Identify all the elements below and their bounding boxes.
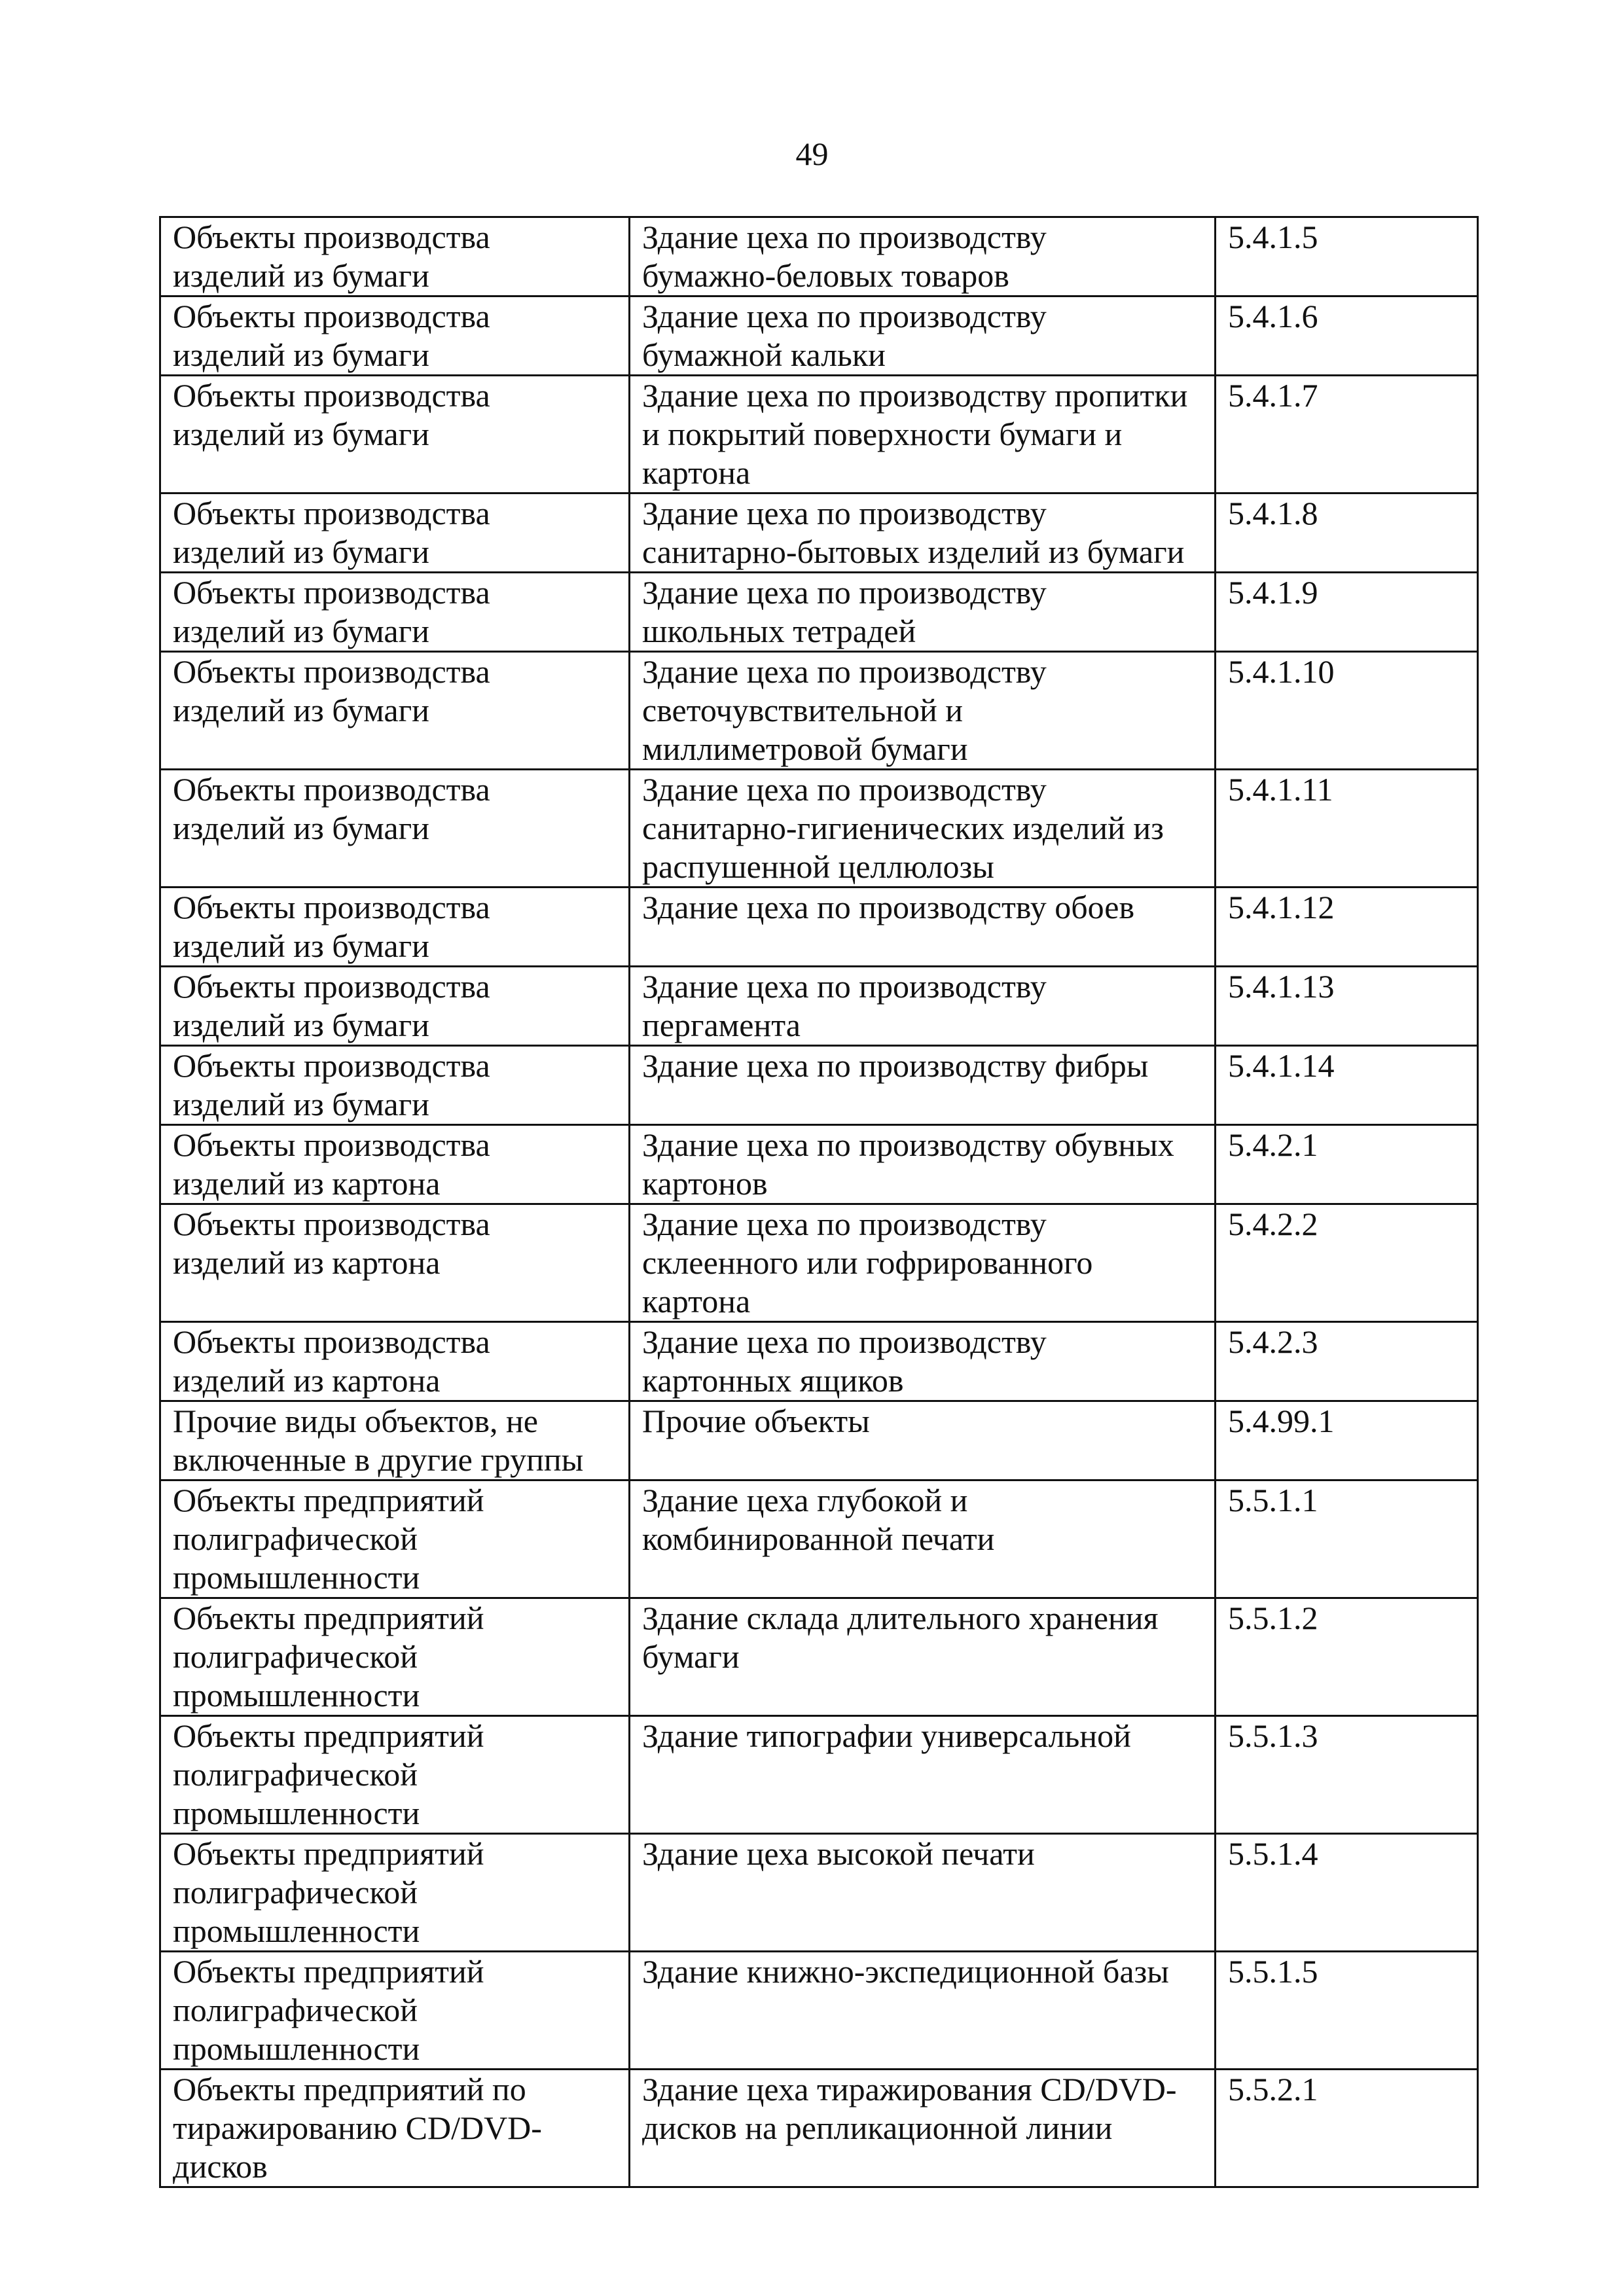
- table-row: [160, 1125, 1478, 1204]
- object-type-line: полиграфической: [173, 1992, 418, 2028]
- table-row: [160, 1204, 1478, 1322]
- object-type-line: Объекты производства: [173, 1206, 490, 1242]
- object-type-cell: [160, 967, 630, 1046]
- object-type-line: изделий из картона: [173, 1244, 441, 1281]
- building-name-line: картона: [642, 454, 751, 491]
- object-type-cell: [160, 296, 630, 376]
- object-type-line: изделий из картона: [173, 1165, 441, 1202]
- code-cell: [1216, 1322, 1478, 1401]
- table-row: [160, 652, 1478, 770]
- object-type-line: промышленности: [173, 1795, 420, 1831]
- table-row: [160, 770, 1478, 888]
- building-name-line: распушенной целлюлозы: [642, 848, 994, 885]
- object-type-cell: [160, 770, 630, 888]
- object-type-cell: [160, 1598, 630, 1716]
- table-row: [160, 296, 1478, 376]
- building-name-cell: [630, 2070, 1216, 2187]
- code-cell: [1216, 1401, 1478, 1480]
- object-type-line: изделий из бумаги: [173, 692, 429, 728]
- object-type-line: тиражированию CD/DVD-: [173, 2109, 542, 2146]
- building-name-cell: [630, 1204, 1216, 1322]
- table-row: [160, 376, 1478, 493]
- building-name-line: картонов: [642, 1165, 768, 1202]
- table-row: [160, 1401, 1478, 1480]
- building-name-line: Здание цеха по производству: [642, 574, 1047, 611]
- building-name-line: Здание цеха по производству: [642, 1323, 1047, 1360]
- table-row: [160, 1716, 1478, 1834]
- object-type-line: полиграфической: [173, 1638, 418, 1675]
- building-name-line: картонных ящиков: [642, 1362, 904, 1399]
- building-name-cell: [630, 770, 1216, 888]
- object-type-line: промышленности: [173, 1559, 420, 1596]
- code-cell: [1216, 1480, 1478, 1598]
- code-value: 5.4.2.3: [1228, 1323, 1318, 1360]
- code-value: 5.4.1.8: [1228, 495, 1318, 531]
- building-name-line: Здание цеха по производству: [642, 219, 1047, 255]
- object-type-line: Объекты предприятий: [173, 1482, 484, 1518]
- building-name-line: бумажно-беловых товаров: [642, 257, 1009, 294]
- code-value: 5.4.1.6: [1228, 298, 1318, 334]
- building-name-cell: [630, 888, 1216, 967]
- table-row: [160, 1046, 1478, 1125]
- object-type-cell: [160, 2070, 630, 2187]
- object-type-line: Объекты производства: [173, 495, 490, 531]
- table-body: [160, 217, 1478, 2187]
- code-cell: [1216, 1834, 1478, 1952]
- object-type-cell: [160, 573, 630, 652]
- building-name-cell: [630, 573, 1216, 652]
- object-type-line: Объекты производства: [173, 574, 490, 611]
- object-type-line: Объекты производства: [173, 219, 490, 255]
- building-name-cell: [630, 376, 1216, 493]
- code-value: 5.4.2.1: [1228, 1126, 1318, 1163]
- table-row: [160, 1952, 1478, 2070]
- table-row: [160, 1834, 1478, 1952]
- table-row: [160, 2070, 1478, 2187]
- code-value: 5.4.99.1: [1228, 1403, 1335, 1439]
- code-cell: [1216, 376, 1478, 493]
- object-type-cell: [160, 1204, 630, 1322]
- code-cell: [1216, 1046, 1478, 1125]
- code-value: 5.4.1.7: [1228, 377, 1318, 414]
- building-name-cell: [630, 493, 1216, 573]
- object-type-line: Объекты производства: [173, 1126, 490, 1163]
- code-value: 5.5.1.4: [1228, 1835, 1318, 1872]
- table-row: [160, 573, 1478, 652]
- code-cell: [1216, 967, 1478, 1046]
- object-type-line: изделий из бумаги: [173, 1007, 429, 1043]
- object-type-cell: [160, 1401, 630, 1480]
- code-cell: [1216, 888, 1478, 967]
- code-cell: [1216, 296, 1478, 376]
- classification-table: [159, 216, 1479, 2188]
- object-type-line: изделий из бумаги: [173, 927, 429, 964]
- object-type-cell: [160, 652, 630, 770]
- code-value: 5.4.2.2: [1228, 1206, 1318, 1242]
- code-value: 5.5.1.5: [1228, 1953, 1318, 1990]
- building-name-line: Здание цеха по производству: [642, 495, 1047, 531]
- table-row: [160, 1480, 1478, 1598]
- page-number: 49: [795, 135, 829, 172]
- object-type-line: Объекты производства: [173, 653, 490, 690]
- table-row: [160, 967, 1478, 1046]
- building-name-line: Здание цеха глубокой и: [642, 1482, 968, 1518]
- building-name-line: комбинированной печати: [642, 1520, 995, 1557]
- building-name-line: Прочие объекты: [642, 1403, 870, 1439]
- object-type-line: Объекты производства: [173, 771, 490, 808]
- building-name-cell: [630, 1046, 1216, 1125]
- object-type-cell: [160, 1834, 630, 1952]
- object-type-line: промышленности: [173, 1912, 420, 1949]
- code-cell: [1216, 217, 1478, 296]
- code-cell: [1216, 1598, 1478, 1716]
- code-value: 5.4.1.14: [1228, 1047, 1335, 1084]
- code-value: 5.4.1.13: [1228, 968, 1335, 1005]
- building-name-line: бумажной кальки: [642, 336, 886, 373]
- building-name-line: Здание цеха по производству обоев: [642, 889, 1135, 925]
- code-value: 5.4.1.9: [1228, 574, 1318, 611]
- building-name-line: светочувствительной и: [642, 692, 964, 728]
- code-value: 5.5.1.2: [1228, 1600, 1318, 1636]
- object-type-line: дисков: [173, 2148, 268, 2185]
- object-type-line: Объекты производства: [173, 1323, 490, 1360]
- building-name-line: Здание цеха по производству: [642, 1206, 1047, 1242]
- object-type-cell: [160, 888, 630, 967]
- building-name-line: Здание цеха по производству обувных: [642, 1126, 1174, 1163]
- code-cell: [1216, 1125, 1478, 1204]
- building-name-line: санитарно-бытовых изделий из бумаги: [642, 533, 1185, 570]
- object-type-cell: [160, 1952, 630, 2070]
- object-type-line: изделий из бумаги: [173, 416, 429, 452]
- object-type-line: промышленности: [173, 1677, 420, 1713]
- building-name-line: Здание цеха высокой печати: [642, 1835, 1035, 1872]
- object-type-cell: [160, 1046, 630, 1125]
- code-cell: [1216, 573, 1478, 652]
- object-type-line: Объекты предприятий: [173, 1835, 484, 1872]
- code-value: 5.4.1.5: [1228, 219, 1318, 255]
- object-type-cell: [160, 493, 630, 573]
- building-name-cell: [630, 1125, 1216, 1204]
- object-type-line: Объекты предприятий по: [173, 2071, 526, 2108]
- object-type-line: Объекты производства: [173, 968, 490, 1005]
- building-name-line: картона: [642, 1283, 751, 1319]
- building-name-line: Здание книжно-экспедиционной базы: [642, 1953, 1169, 1990]
- table-row: [160, 217, 1478, 296]
- building-name-line: Здание цеха по производству фибры: [642, 1047, 1149, 1084]
- code-cell: [1216, 1716, 1478, 1834]
- building-name-line: бумаги: [642, 1638, 740, 1675]
- code-value: 5.5.1.3: [1228, 1717, 1318, 1754]
- code-value: 5.4.1.11: [1228, 771, 1333, 808]
- object-type-line: изделий из бумаги: [173, 533, 429, 570]
- building-name-cell: [630, 1598, 1216, 1716]
- building-name-cell: [630, 652, 1216, 770]
- object-type-line: изделий из бумаги: [173, 257, 429, 294]
- code-cell: [1216, 493, 1478, 573]
- building-name-cell: [630, 1716, 1216, 1834]
- building-name-line: дисков на репликационной линии: [642, 2109, 1113, 2146]
- object-type-line: изделий из бумаги: [173, 810, 429, 846]
- object-type-cell: [160, 1716, 630, 1834]
- object-type-line: Объекты производства: [173, 377, 490, 414]
- building-name-cell: [630, 1401, 1216, 1480]
- table-row: [160, 1598, 1478, 1716]
- object-type-line: Объекты производства: [173, 889, 490, 925]
- object-type-cell: [160, 1480, 630, 1598]
- code-cell: [1216, 770, 1478, 888]
- object-type-cell: [160, 1125, 630, 1204]
- code-cell: [1216, 2070, 1478, 2187]
- code-cell: [1216, 652, 1478, 770]
- building-name-cell: [630, 1322, 1216, 1401]
- object-type-cell: [160, 1322, 630, 1401]
- building-name-cell: [630, 1834, 1216, 1952]
- code-value: 5.5.2.1: [1228, 2071, 1318, 2108]
- building-name-line: Здание цеха по производству: [642, 771, 1047, 808]
- code-cell: [1216, 1952, 1478, 2070]
- building-name-line: Здание склада длительного хранения: [642, 1600, 1159, 1636]
- building-name-line: склеенного или гофрированного: [642, 1244, 1093, 1281]
- object-type-line: полиграфической: [173, 1520, 418, 1557]
- object-type-line: изделий из бумаги: [173, 613, 429, 649]
- building-name-line: Здание цеха по производству: [642, 653, 1047, 690]
- building-name-line: Здание цеха по производству: [642, 298, 1047, 334]
- object-type-line: Прочие виды объектов, не: [173, 1403, 538, 1439]
- building-name-line: Здание цеха по производству пропитки: [642, 377, 1188, 414]
- building-name-line: Здание типографии универсальной: [642, 1717, 1131, 1754]
- building-name-line: Здание цеха тиражирования CD/DVD-: [642, 2071, 1177, 2108]
- object-type-line: изделий из бумаги: [173, 1086, 429, 1122]
- building-name-cell: [630, 967, 1216, 1046]
- object-type-line: Объекты производства: [173, 298, 490, 334]
- building-name-line: пергамента: [642, 1007, 801, 1043]
- table-row: [160, 493, 1478, 573]
- object-type-line: Объекты предприятий: [173, 1717, 484, 1754]
- object-type-line: полиграфической: [173, 1756, 418, 1793]
- object-type-line: изделий из картона: [173, 1362, 441, 1399]
- table-row: [160, 888, 1478, 967]
- object-type-line: Объекты производства: [173, 1047, 490, 1084]
- building-name-line: и покрытий поверхности бумаги и: [642, 416, 1123, 452]
- object-type-line: Объекты предприятий: [173, 1953, 484, 1990]
- code-value: 5.4.1.10: [1228, 653, 1335, 690]
- table-row: [160, 1322, 1478, 1401]
- object-type-cell: [160, 217, 630, 296]
- building-name-cell: [630, 1952, 1216, 2070]
- building-name-line: Здание цеха по производству: [642, 968, 1047, 1005]
- code-value: 5.5.1.1: [1228, 1482, 1318, 1518]
- building-name-line: миллиметровой бумаги: [642, 730, 968, 767]
- code-cell: [1216, 1204, 1478, 1322]
- object-type-cell: [160, 376, 630, 493]
- object-type-line: Объекты предприятий: [173, 1600, 484, 1636]
- building-name-cell: [630, 217, 1216, 296]
- object-type-line: изделий из бумаги: [173, 336, 429, 373]
- building-name-cell: [630, 1480, 1216, 1598]
- object-type-line: включенные в другие группы: [173, 1441, 584, 1478]
- object-type-line: полиграфической: [173, 1874, 418, 1910]
- building-name-cell: [630, 296, 1216, 376]
- building-name-line: школьных тетрадей: [642, 613, 916, 649]
- code-value: 5.4.1.12: [1228, 889, 1335, 925]
- object-type-line: промышленности: [173, 2030, 420, 2067]
- building-name-line: санитарно-гигиенических изделий из: [642, 810, 1164, 846]
